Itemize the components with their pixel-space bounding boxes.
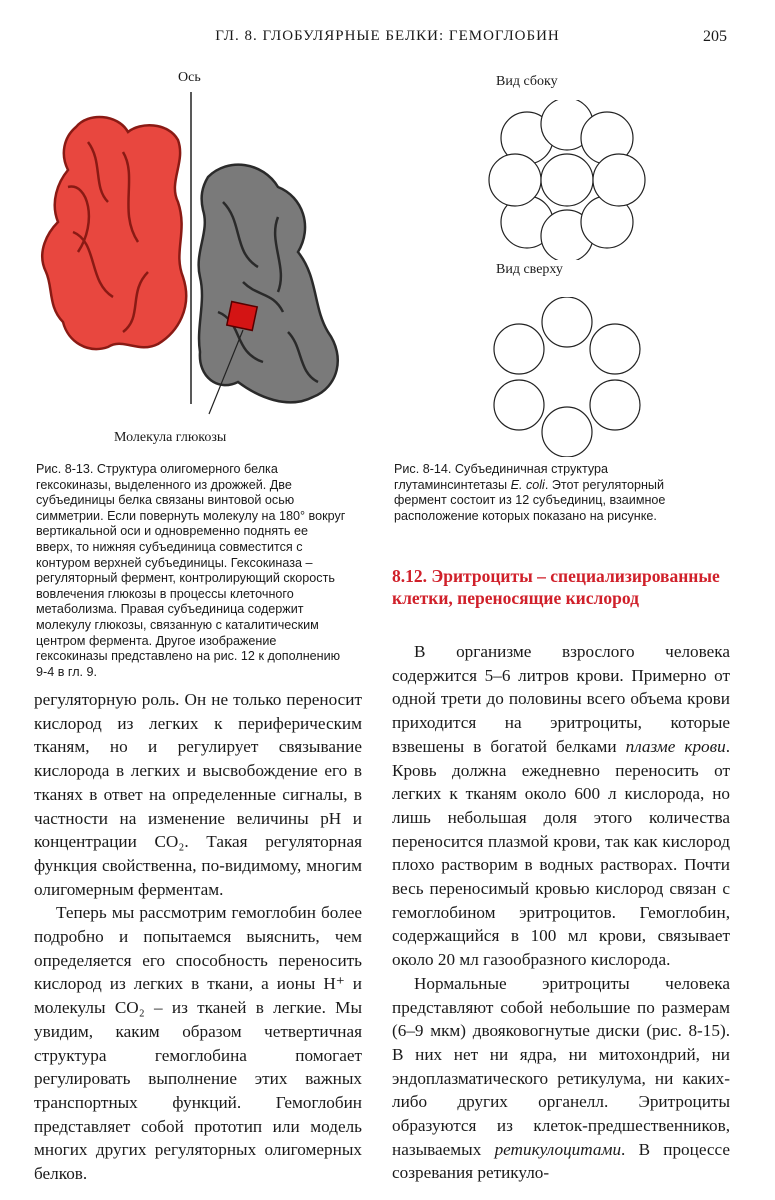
right-paragraph-1 — [392, 640, 730, 972]
page-number: 205 — [703, 28, 727, 45]
gray-subunit — [199, 165, 338, 403]
axis-label: Ось — [178, 70, 201, 85]
top-view-label: Вид сверху — [496, 262, 563, 277]
side-view-label: Вид сбоку — [496, 74, 558, 89]
hexokinase-figure — [28, 92, 368, 432]
side-view-diagram — [487, 100, 647, 260]
right-paragraph-1-end: . Кровь должна ежедневно переносить от легких к тканям около 600 л кислорода, но лишь небольшая доля этого количества переносится плазмой крови, так как кислород плохо растворим в водных растворах. Почти весь переносимый кровью кислород связан с гемоглобином эритроцитов. Гемоглобин, содержащийся в 100 мл крови, связывает около 20 мл газообразного кислорода. — [392, 736, 730, 970]
figure-14-caption-start: Рис. 8-14. Субъединичная структура глутаминсинтетазы — [394, 462, 609, 492]
species-name: E. coli — [510, 477, 545, 492]
right-column — [392, 640, 730, 1185]
right-paragraph-2-end: . В процессе созревания ретикуло- — [392, 1139, 731, 1183]
figure-14-caption-end: . Этот регуляторный фермент состоит из 12 субъединиц, взаимное расположение которых показано на рисунке. — [394, 477, 666, 523]
term-reticulocytes: ретикулоцитами — [494, 1139, 622, 1159]
glucose-molecule — [227, 302, 257, 331]
right-paragraph-2 — [392, 972, 730, 1185]
left-column — [34, 688, 362, 1186]
figure-14-caption — [394, 462, 694, 524]
term-blood-plasma: плазме крови — [625, 736, 726, 756]
figure-13-caption: Рис. 8-13. Структура олигомерного белка гексокиназы, выделенного из дрожжей. Две субъединицы белка связаны винтовой осью симметрии. Если повернуть молекулу на 180° вокруг вертикальной оси и одновременно поднять ее вверх, то нижняя субъединица совместится с контуром верхней субъединицы. Гексокиназа – регуляторный фермент, контролирующий скорость вовлечения глюкозы в процессы клеточного метаболизма. Правая субъединица содержит молекулу глюкозы, связанную с каталитическим центром фермента. Другое изображение гексокиназы представлено на рис. 12 к дополнению 9-4 в гл. 9. — [36, 462, 346, 679]
top-view-diagram — [487, 297, 647, 457]
section-heading: 8.12. Эритроциты – специализированные клетки, переносящие кислород — [392, 566, 720, 608]
right-paragraph-2-start: Нормальные эритроциты человека представляют собой небольшие по размерам (6–9 мкм) двояковогнутые диски (рис. 8-15). В них нет ни ядра, ни митохондрий, ни эндоплазматического ретикулума, ни каких-либо других органелл. Эритроциты образуются из клеток-предшественников, называемых — [392, 973, 730, 1159]
glucose-label: Молекула глюкозы — [114, 430, 227, 445]
running-header: ГЛ. 8. ГЛОБУЛЯРНЫЕ БЕЛКИ: ГЕМОГЛОБИН — [215, 28, 560, 44]
right-paragraph-1-start: В организме взрослого человека содержится 5–6 литров крови. Примерно от одной трети до половины всего объема крови приходится на эритроциты, которые взвешены в богатой белками — [392, 642, 730, 756]
left-paragraph-1: регуляторную роль. Он не только переносит кислород из легких к периферическим тканям, но и регулирует связывание кислорода в легких и высвобождение его в тканях в ответ на определенные сигналы, в частности на изменение величины pH и концентрации CO₂. Такая регуляторная функция свойственна, по-видимому, многим олигомерным ферментам. — [34, 690, 362, 899]
left-paragraph-2: Теперь мы рассмотрим гемоглобин более подробно и попытаемся выяснить, чем определяется его способность переносить кислород из легких в ткани, а ионы H⁺ и молекулы CO₂ – из тканей в легкие. Мы увидим, каким образом четвертичная структура гемоглобина помогает регулировать выполнение этих важных транспортных функций. Гемоглобин представляет собой прототип или модель многих других регуляторных олигомерных белков. — [34, 903, 362, 1184]
red-subunit — [42, 117, 186, 349]
